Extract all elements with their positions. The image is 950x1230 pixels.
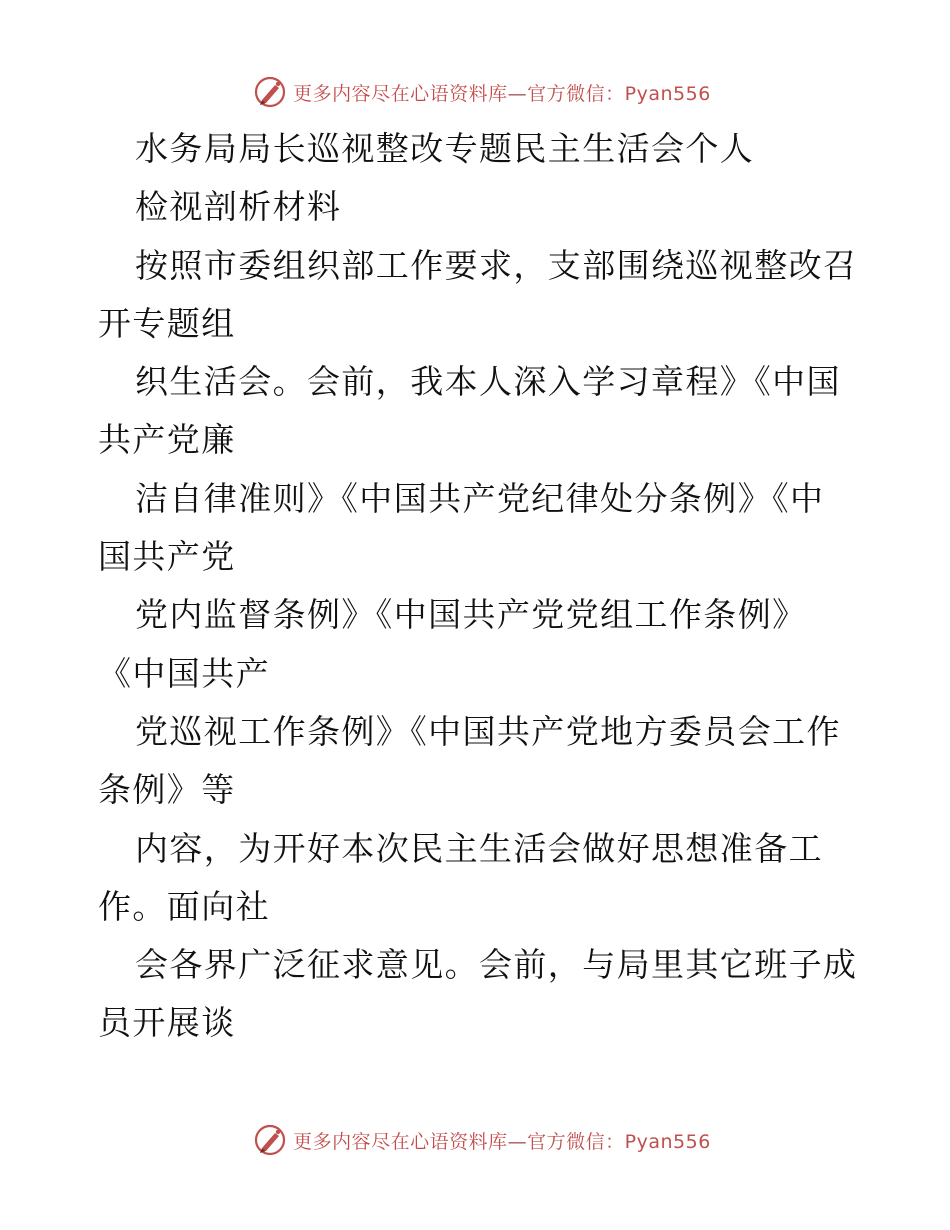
pen-circle-icon	[253, 1123, 287, 1157]
document-body	[98, 120, 858, 1053]
document-line: 水务局局长巡视整改专题民主生活会个人	[135, 129, 755, 168]
document-line: 检视剖析材料	[135, 187, 342, 227]
document-line: 共产党廉	[98, 420, 236, 460]
document-line: 按照市委组织部工作要求，支部围绕巡视整改召	[135, 245, 858, 285]
pen-circle-icon	[253, 75, 287, 109]
footer-banner-text	[293, 1127, 711, 1154]
document-line: 洁自律准则》《中国共产党纪律处分条例》《中	[135, 478, 825, 518]
document-line: 党内监督条例》《中国共产党党组工作条例》	[135, 595, 807, 635]
footer-banner	[0, 1120, 950, 1160]
header-separator: —	[507, 82, 528, 105]
header-banner-content	[239, 75, 711, 109]
document-line: 会各界广泛征求意见。会前，与局里其它班子成	[135, 945, 858, 985]
document-line: 内容，为开好本次民主生活会做好思想准备工	[135, 828, 823, 868]
header-banner-text	[293, 79, 711, 106]
document-line: 员开展谈	[98, 1003, 236, 1043]
document-line: 党巡视工作条例》《中国共产党地方委员会工作	[135, 711, 841, 751]
document-line: 作。面向社	[98, 886, 270, 926]
footer-brand-text: 更多内容尽在心语资料库	[293, 1130, 508, 1153]
document-line: 开专题组	[98, 303, 236, 343]
document-line: 织生活会。会前，我本人深入学习章程》《中国	[135, 362, 841, 402]
document-line: 《中国共产	[98, 653, 270, 693]
footer-suffix-text: 官方微信：Pyan556	[527, 1130, 711, 1153]
footer-separator: —	[507, 1130, 528, 1153]
header-suffix-text: 官方微信：Pyan556	[527, 82, 711, 105]
document-line: 国共产党	[98, 537, 236, 577]
header-banner	[0, 72, 950, 112]
header-brand-text: 更多内容尽在心语资料库	[293, 82, 508, 105]
document-line: 条例》等	[98, 770, 236, 810]
footer-banner-content	[239, 1123, 711, 1157]
